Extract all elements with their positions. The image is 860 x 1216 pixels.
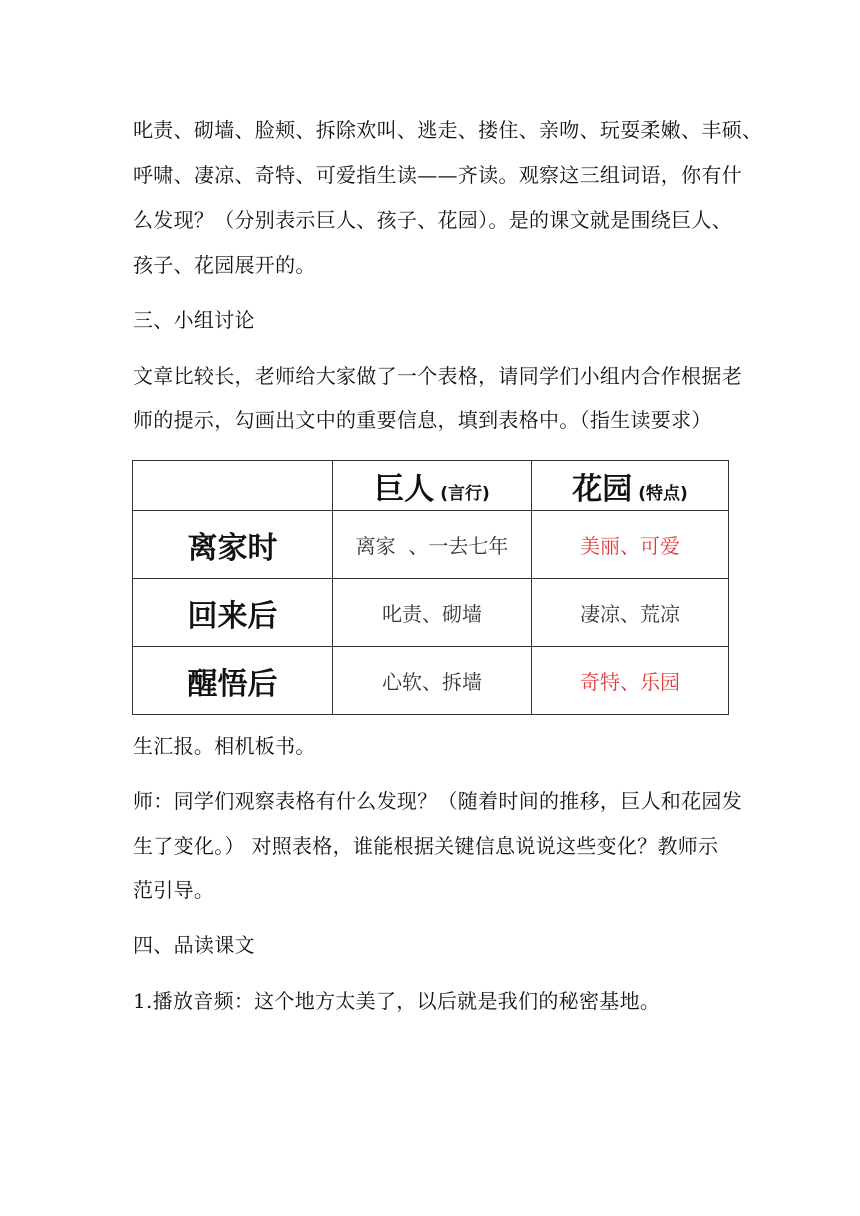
info-table <box>132 460 729 715</box>
header-main: 花园 <box>572 471 633 507</box>
row-label: 回来后 <box>133 579 333 647</box>
paragraph-line: 1.播放音频：这个地方太美了，以后就是我们的秘密基地。 <box>133 989 661 1013</box>
table-row <box>133 647 729 715</box>
paragraph-line: 生汇报。相机板书。 <box>133 734 316 758</box>
header-sub: (言行) <box>440 483 490 504</box>
giant-cell: 离家 、一去七年 <box>333 511 532 579</box>
giant-cell: 叱责、砌墙 <box>333 579 532 647</box>
paragraph-line: 么发现？（分别表示巨人、孩子、花园）。是的课文就是围绕巨人、 <box>133 208 732 232</box>
table-header-garden <box>532 461 729 511</box>
table-header-row <box>133 461 729 511</box>
paragraph-line: 生了变化。） 对照表格，谁能根据关键信息说说这些变化？教师示 <box>133 834 719 858</box>
paragraph-line: 师的提示，勾画出文中的重要信息，填到表格中。（指生读要求） <box>133 408 712 432</box>
garden-cell: 美丽、可爱 <box>532 511 729 579</box>
section-heading: 四、品读课文 <box>133 933 255 957</box>
table-row <box>133 511 729 579</box>
table-header-empty <box>133 461 333 511</box>
paragraph-line: 叱责、砌墙、脸颊、拆除欢叫、逃走、搂住、亲吻、玩耍柔嫩、丰硕、 <box>133 118 763 142</box>
section-heading: 三、小组讨论 <box>133 308 255 332</box>
paragraph-line: 呼啸、凄凉、奇特、可爱指生读——齐读。观察这三组词语，你有什 <box>133 163 742 187</box>
header-main: 巨人 <box>374 471 435 507</box>
row-label: 醒悟后 <box>133 647 333 715</box>
giant-cell: 心软、拆墙 <box>333 647 532 715</box>
table-row <box>133 579 729 647</box>
paragraph-line: 范引导。 <box>133 878 215 902</box>
garden-cell: 凄凉、荒凉 <box>532 579 729 647</box>
paragraph-line: 文章比较长，老师给大家做了一个表格，请同学们小组内合作根据老 <box>133 364 742 388</box>
paragraph-line: 孩子、花园展开的。 <box>133 253 316 277</box>
paragraph-line: 师：同学们观察表格有什么发现？（随着时间的推移，巨人和花园发 <box>133 789 742 813</box>
garden-cell: 奇特、乐园 <box>532 647 729 715</box>
header-sub: (特点) <box>638 483 688 504</box>
row-label: 离家时 <box>133 511 333 579</box>
table-header-giant <box>333 461 532 511</box>
